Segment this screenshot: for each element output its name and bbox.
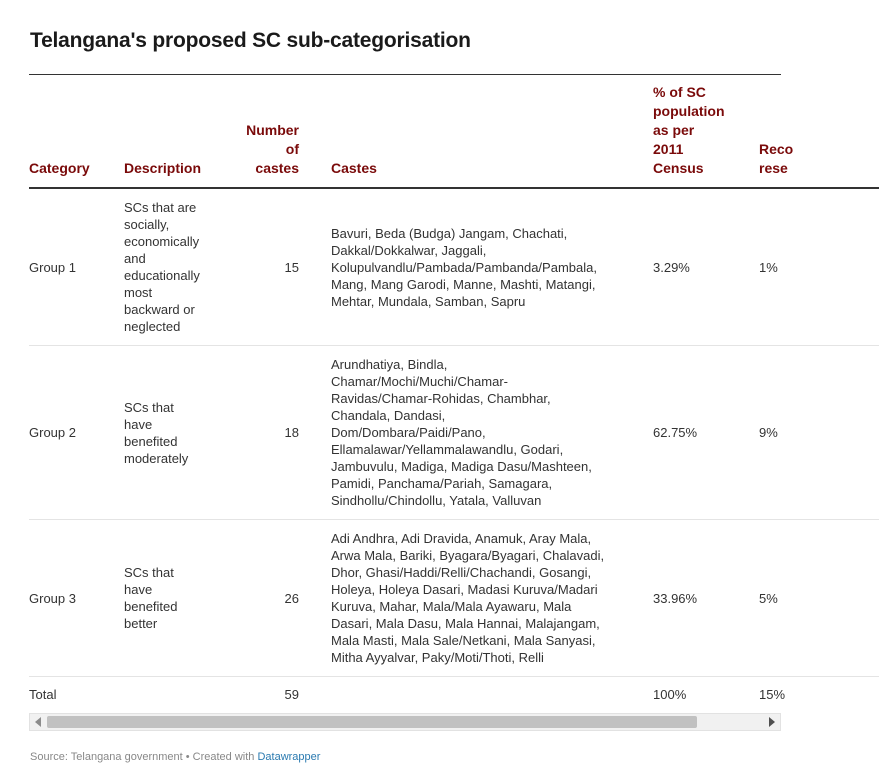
header-reservation[interactable]: Reco rese [759, 75, 879, 188]
cell-total-number-of-castes: 59 [284, 687, 299, 702]
scroll-left-arrow-icon[interactable] [35, 717, 41, 727]
cell-spacer [299, 188, 331, 346]
cell-total-reservation: 15% [759, 687, 786, 702]
cell-description: SCs that are socially, economically and educationally most backward or neglected [124, 188, 219, 346]
header-spacer [299, 75, 331, 188]
created-with-text: • Created with [182, 751, 258, 763]
cell-total-description [124, 677, 219, 714]
cell-pct-population: 3.29% [653, 188, 759, 346]
cell-spacer [299, 346, 331, 520]
data-table [29, 75, 879, 713]
cell-total-castes [331, 677, 653, 714]
chart-title: Telangana's proposed SC sub-categorisation [30, 29, 471, 52]
header-pct-population[interactable]: % of SC population as per 2011 Census [653, 75, 759, 188]
table-container[interactable] [29, 74, 794, 736]
cell-description: SCs that have benefited better [124, 520, 219, 677]
table-row [29, 188, 879, 346]
header-number-of-castes[interactable]: Number of castes [219, 75, 299, 188]
cell-total-pct-population: 100% [653, 687, 687, 702]
header-category[interactable]: Category [29, 75, 124, 188]
cell-category: Group 2 [29, 346, 124, 520]
header-castes[interactable]: Castes [331, 75, 653, 188]
cell-total-label: Total [29, 687, 57, 702]
header-row [29, 75, 879, 188]
cell-category: Group 3 [29, 520, 124, 677]
table-row-total [29, 677, 879, 714]
table-row [29, 346, 879, 520]
horizontal-scrollbar[interactable] [29, 713, 781, 731]
cell-reservation: 9% [759, 346, 879, 520]
cell-reservation: 1% [759, 188, 879, 346]
cell-category: Group 1 [29, 188, 124, 346]
scrollbar-thumb[interactable] [47, 716, 697, 728]
cell-reservation: 5% [759, 520, 879, 677]
cell-number-of-castes: 18 [219, 346, 299, 520]
datawrapper-link[interactable]: Datawrapper [257, 751, 321, 763]
cell-number-of-castes: 26 [219, 520, 299, 677]
table-row [29, 520, 879, 677]
footer [30, 751, 320, 763]
cell-castes: Bavuri, Beda (Budga) Jangam, Chachati, Dakkal/Dokkalwar, Jaggali, Kolupulvandlu/Pambada/Pambanda/Pambala, Mang, Mang Garodi, Manne, Mashti, Matangi, Mehtar, Mundala, Samban, Sapru [331, 188, 653, 346]
cell-spacer [299, 520, 331, 677]
cell-number-of-castes: 15 [219, 188, 299, 346]
cell-castes: Arundhatiya, Bindla, Chamar/Mochi/Muchi/Chamar- Ravidas/Chamar-Rohidas, Chambhar, Chandala, Dandasi, Dom/Dombara/Paidi/Pano, Ellamalawar/Yellammalawandlu, Godari, Jambuvulu, Madiga, Madiga Dasu/Mashteen, Pamidi, Panchama/Pariah, Samagara, Sindhollu/Chindollu, Yatala, Valluvan [331, 346, 653, 520]
scroll-right-arrow-icon[interactable] [769, 717, 775, 727]
source-text: Source: Telangana government [30, 751, 183, 763]
cell-castes: Adi Andhra, Adi Dravida, Anamuk, Aray Mala, Arwa Mala, Bariki, Byagara/Byagari, Chalavadi, Dhor, Ghasi/Haddi/Relli/Chachandi, Gosangi, Holeya, Holeya Dasari, Madasi Kuruva/Madari Kuruva, Mahar, Mala/Mala Ayawaru, Mala Dasari, Mala Dasu, Mala Hannai, Malajangam, Mala Masti, Mala Sale/Netkani, Mala Sanyasi, Mitha Ayyalvar, Paky/Moti/Thoti, Relli [331, 520, 653, 677]
header-description[interactable]: Description [124, 75, 219, 188]
cell-pct-population: 62.75% [653, 346, 759, 520]
cell-pct-population: 33.96% [653, 520, 759, 677]
cell-description: SCs that have benefited moderately [124, 346, 219, 520]
cell-spacer [299, 677, 331, 714]
